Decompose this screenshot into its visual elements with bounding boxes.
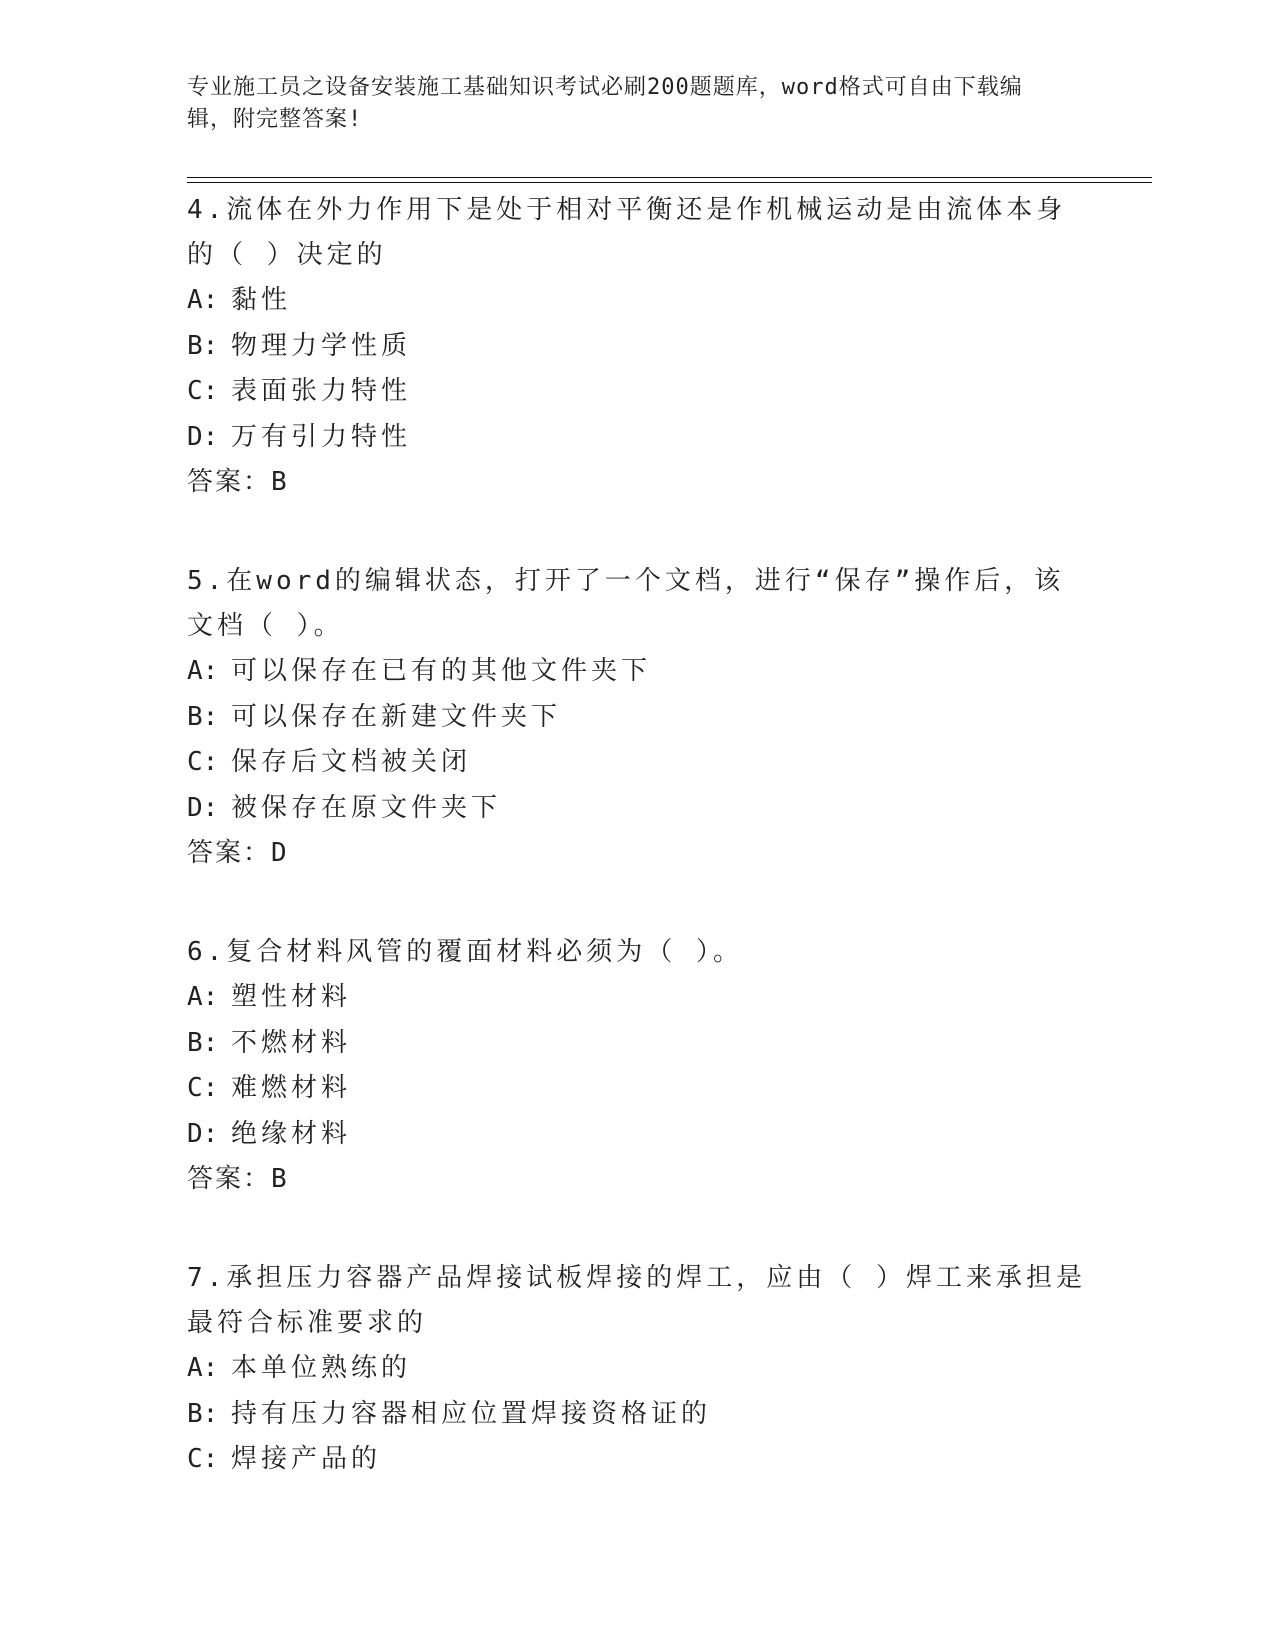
option-text: 黏性 [231,285,292,315]
question-stem: 7.承担压力容器产品焊接试板焊接的焊工，应由（ ）焊工来承担是最符合标准要求的 [187,1263,1086,1338]
option-letter: A: [187,982,219,1012]
option-text: 可以保存在新建文件夹下 [231,701,562,732]
option-text: 被保存在原文件夹下 [231,792,502,823]
answer-line [187,460,1087,505]
option-text: 不燃材料 [231,1027,352,1058]
option-d [187,415,1087,461]
option-text: 绝缘材料 [231,1118,352,1149]
option-b [187,1392,1087,1438]
option-letter: C: [187,1444,219,1474]
question-5 [187,559,1087,876]
option-a [187,1346,1087,1392]
option-letter: C: [187,1073,219,1103]
question-4 [187,188,1087,505]
option-text: 难燃材料 [231,1073,352,1103]
option-d [187,786,1087,832]
option-letter: A: [187,1353,219,1383]
answer-value: D [271,838,287,868]
header-divider-top [187,177,1152,178]
option-d [187,1112,1087,1158]
answer-value: B [271,467,287,497]
option-text: 表面张力特性 [231,376,412,406]
option-letter: D: [187,421,219,452]
question-stem: 4.流体在外力作用下是处于相对平衡还是作机械运动是由流体本身的（ ）决定的 [187,195,1067,270]
option-letter: B: [187,1398,219,1429]
answer-line [187,831,1087,876]
option-letter: D: [187,792,219,823]
option-text: 物理力学性质 [231,330,412,361]
option-b [187,695,1087,741]
answer-label: 答案： [187,1164,272,1194]
option-letter: C: [187,747,219,777]
option-text: 保存后文档被关闭 [231,747,472,777]
option-c [187,369,1087,415]
answer-line [187,1157,1087,1202]
option-a [187,975,1087,1021]
option-letter: D: [187,1118,219,1149]
document-header: 专业施工员之设备安装施工基础知识考试必刷200题题库，word格式可自由下载编辑，附完整答案! [187,75,1023,132]
option-text: 可以保存在已有的其他文件夹下 [231,656,652,686]
option-letter: B: [187,330,219,361]
option-b [187,1021,1087,1067]
answer-value: B [271,1164,287,1194]
option-text: 持有压力容器相应位置焊接资格证的 [231,1398,712,1429]
header-divider-bottom [187,182,1152,183]
question-list [187,188,1087,1483]
option-letter: C: [187,376,219,406]
option-b [187,324,1087,370]
option-text: 本单位熟练的 [231,1353,412,1383]
option-letter: B: [187,1027,219,1058]
option-letter: B: [187,701,219,732]
question-7 [187,1256,1087,1483]
question-stem: 6.复合材料风管的覆面材料必须为（ ）。 [187,937,743,967]
option-text: 万有引力特性 [231,421,412,452]
question-stem: 5.在word的编辑状态，打开了一个文档，进行“保存”操作后，该文档（ ）。 [187,566,1065,641]
option-letter: A: [187,656,219,686]
option-c [187,1437,1087,1483]
question-6 [187,930,1087,1202]
option-letter: A: [187,285,219,315]
option-c [187,1066,1087,1112]
answer-label: 答案： [187,838,272,868]
option-a [187,278,1087,324]
option-text: 焊接产品的 [231,1444,382,1474]
answer-label: 答案： [187,467,272,497]
option-c [187,740,1087,786]
option-a [187,649,1087,695]
option-text: 塑性材料 [231,982,352,1012]
